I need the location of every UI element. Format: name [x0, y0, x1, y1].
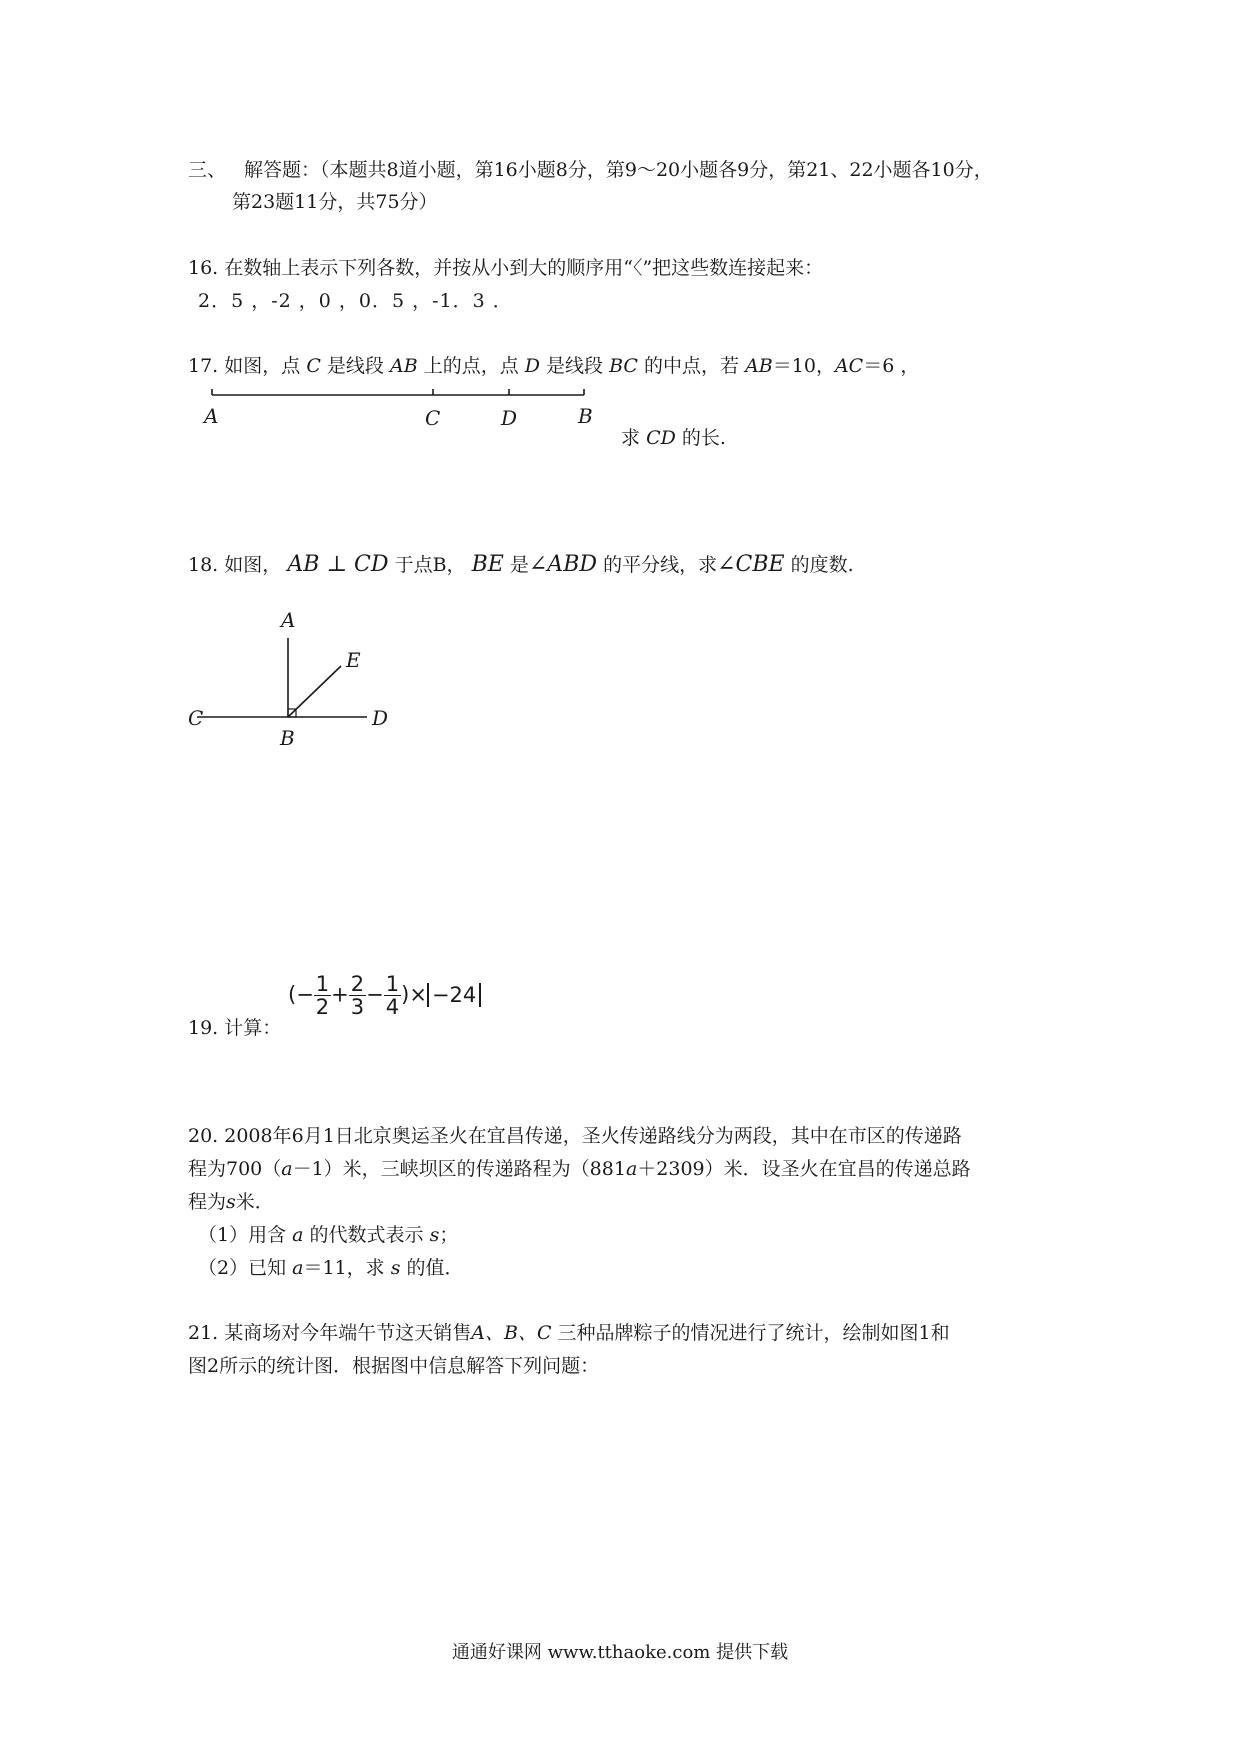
question-18-text: 18. 如图， AB ⊥ CD 于点B， BE 是∠ABD 的平分线，求∠CBE 的度数. — [188, 552, 854, 577]
absolute-value: −24 — [427, 983, 481, 1007]
fraction-3: $\frac{1}{4}$ — [385, 972, 400, 1020]
fraction-1: $\frac{1}{2}$ — [315, 972, 330, 1020]
question-20-line-2: 程为700（a－1）米，三峡坝区的传递路程为（881a＋2309）米．设圣火在宜昌的传递总路 — [188, 1158, 971, 1180]
footer-text: 通通好课网 www.tthaoke.com 提供下载 — [451, 1642, 789, 1663]
question-19-label: 19. 计算： — [188, 1017, 282, 1039]
question-17-ask: 求 CD 的长. — [621, 427, 726, 449]
segment-diagram — [195, 385, 615, 430]
question-20-line-3: 程为s米． — [188, 1191, 274, 1213]
question-17-text: 17. 如图，点 C 是线段 AB 上的点，点 D 是线段 BC 的中点，若 AB＝10，AC＝6 ， — [188, 355, 920, 377]
question-19-expression: (− $\frac{1}{2}$ + $\frac{2}{3}$ − $\frac{1}{4}$ )× −24 — [288, 973, 481, 1018]
section-label: 三、 — [188, 159, 227, 181]
label-C: C — [188, 706, 204, 730]
question-20-line-1: 20. 2008年6月1日北京奥运圣火在宜昌传递，圣火传递路线分为两段，其中在市区的传递路 — [188, 1125, 962, 1147]
fraction-2: $\frac{2}{3}$ — [350, 972, 365, 1020]
section-title: 解答题：（本题共8道小题，第16小题8分，第9～20小题各9分，第21、22小题各10分， — [244, 159, 993, 181]
label-B: B — [280, 726, 295, 750]
label-A: A — [281, 608, 296, 632]
section-title-continued: 第23题11分，共75分） — [232, 191, 438, 213]
label-C: C — [425, 406, 441, 430]
question-20-part-1: （1）用含 a 的代数式表示 s； — [198, 1224, 459, 1246]
question-20-part-2: （2）已知 a＝11，求 s 的值． — [198, 1257, 464, 1279]
label-B: B — [578, 404, 593, 428]
label-A: A — [204, 404, 219, 428]
label-E: E — [346, 648, 361, 672]
question-21-line-2: 图2所示的统计图．根据图中信息解答下列问题： — [188, 1355, 600, 1377]
label-D: D — [501, 406, 518, 430]
question-16-text: 16. 在数轴上表示下列各数，并按从小到大的顺序用“〈”把这些数连接起来： — [188, 257, 824, 279]
question-21-line-1: 21. 某商场对今年端午节这天销售A、B、C 三种品牌粽子的情况进行了统计，绘制如图1和 — [188, 1322, 950, 1344]
label-D: D — [372, 706, 389, 730]
angle-diagram — [185, 605, 405, 750]
question-16-numbers: 2．5 ，-2 ，0 ，0．5 ，-1．3 ． — [198, 290, 513, 312]
